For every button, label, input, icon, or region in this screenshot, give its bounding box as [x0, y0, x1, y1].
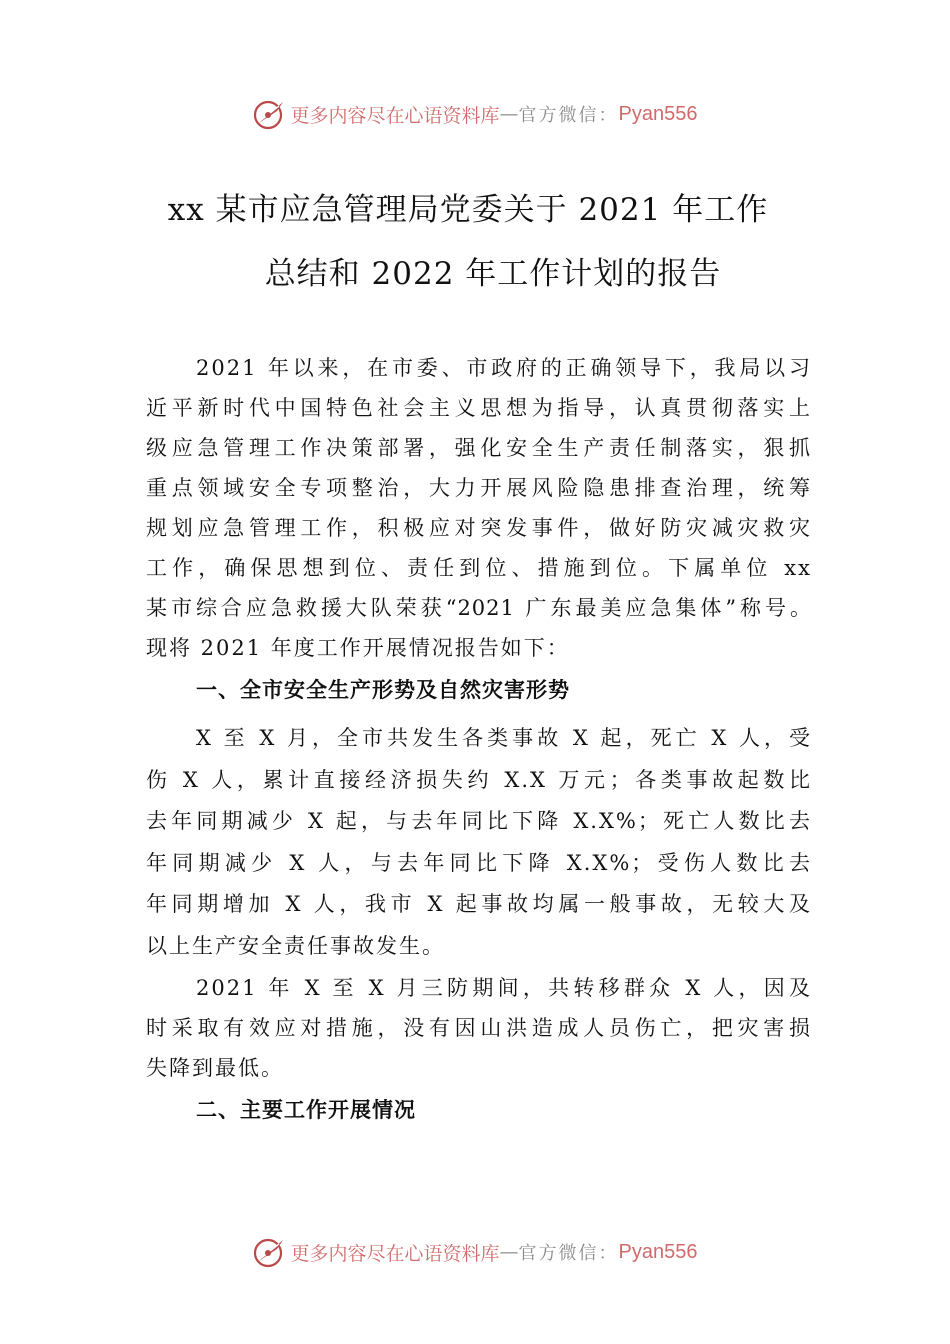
document-title-line-2: 总结和 2022 年工作计划的报告	[264, 256, 722, 292]
paragraph-flood-prevention	[146, 968, 812, 1088]
paragraph-line: 伤 X 人，累计直接经济损失约 X.X 万元；各类事故起数比	[146, 767, 812, 792]
watermark-header	[0, 94, 950, 134]
paragraph-line: 级应急管理工作决策部署，强化安全生产责任制落实，狠抓	[146, 436, 812, 460]
watermark-footer	[0, 1232, 950, 1272]
document-title-line-1: xx 某市应急管理局党委关于 2021 年工作	[167, 192, 769, 228]
paragraph-line: 现将 2021 年度工作开展情况报告如下：	[146, 636, 570, 660]
paragraph-line: 年同期减少 X 人，与去年同比下降 X.X%；受伤人数比去	[146, 850, 812, 875]
watermark-dash: —	[499, 1241, 519, 1263]
paragraph-line: 重点领域安全专项整治，大力开展风险隐患排查治理，统筹	[146, 476, 812, 500]
watermark-brand-text: 更多内容尽在心语资料库	[290, 1242, 500, 1265]
paragraph-line: 工作，确保思想到位、责任到位、措施到位。下属单位 xx	[146, 556, 812, 580]
paragraph-accidents	[146, 718, 812, 968]
watermark-wechat-label: 官方微信：	[518, 1243, 619, 1264]
watermark-dash: —	[499, 103, 519, 125]
watermark-brand-text: 更多内容尽在心语资料库	[290, 104, 500, 127]
paragraph-line: 近平新时代中国特色社会主义思想为指导，认真贯彻落实上	[146, 396, 812, 420]
paragraph-line: 以上生产安全责任事故发生。	[146, 933, 445, 958]
section-heading-2: 二、主要工作开展情况	[196, 1097, 416, 1122]
paragraph-line: 失降到最低。	[146, 1055, 284, 1080]
paragraph-line: 2021 年 X 至 X 月三防期间，共转移群众 X 人，因及	[196, 975, 812, 1000]
paragraph-line: 去年同期减少 X 起，与去年同比下降 X.X%；死亡人数比去	[146, 809, 812, 834]
paragraph-line: X 至 X 月，全市共发生各类事故 X 起，死亡 X 人，受	[196, 726, 812, 750]
watermark-wechat-id: Pyan556	[618, 102, 698, 125]
watermark-wechat-id: Pyan556	[618, 1240, 698, 1263]
paragraph-line: 年同期增加 X 人，我市 X 起事故均属一般事故，无较大及	[146, 892, 812, 917]
paragraph-intro	[146, 348, 812, 668]
paragraph-line: 规划应急管理工作，积极应对突发事件，做好防灾减灾救灾	[146, 516, 812, 540]
paragraph-line: 某市综合应急救援大队荣获“2021 广东最美应急集体”称号。	[146, 596, 812, 620]
watermark-wechat-label: 官方微信：	[518, 105, 619, 126]
quill-pen-logo-icon	[253, 1235, 287, 1269]
paragraph-line: 2021 年以来，在市委、市政府的正确领导下，我局以习	[196, 356, 812, 380]
document-body	[146, 348, 812, 1132]
section-heading-1: 一、全市安全生产形势及自然灾害形势	[196, 678, 570, 702]
quill-pen-logo-icon	[253, 97, 287, 131]
paragraph-line: 时采取有效应对措施，没有因山洪造成人员伤亡，把灾害损	[146, 1015, 812, 1040]
